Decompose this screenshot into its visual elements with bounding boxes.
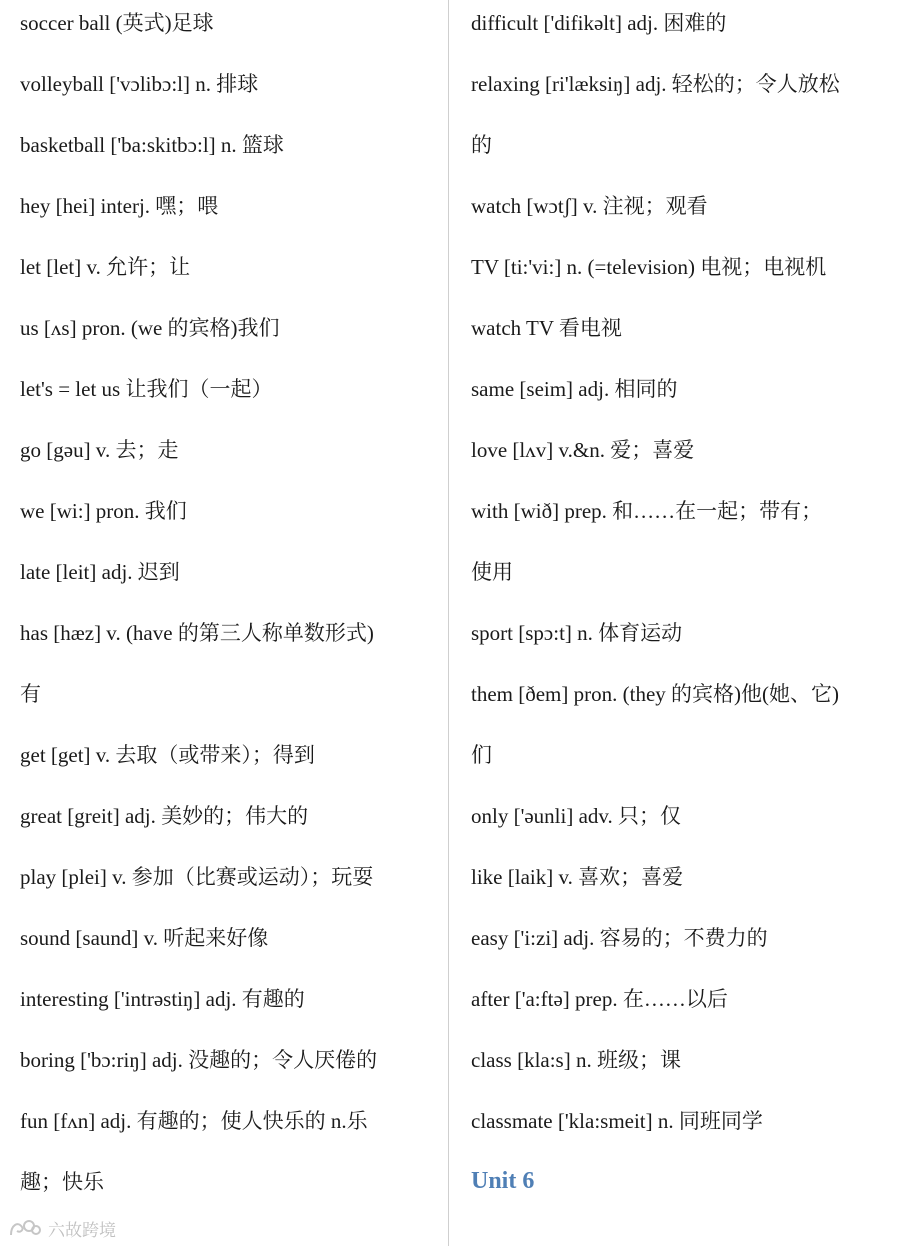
vocab-line: get [get] v. 去取（或带来）；得到 [20, 743, 315, 767]
vocab-line: same [seim] adj. 相同的 [471, 377, 678, 401]
vocab-line: sound [saund] v. 听起来好像 [20, 926, 269, 950]
brand-logo-icon [8, 1217, 42, 1239]
watermark [8, 1216, 116, 1240]
vocab-line: 有 [20, 682, 41, 706]
vocab-line: classmate ['kla:smeit] n. 同班同学 [471, 1109, 763, 1133]
vocab-line: with [wið] prep. 和……在一起；带有； [471, 499, 823, 523]
vocab-line: relaxing [ri'læksiŋ] adj. 轻松的；令人放松 [471, 72, 840, 96]
vocab-line: easy ['i:zi] adj. 容易的；不费力的 [471, 926, 768, 950]
vocab-line: 们 [471, 743, 492, 767]
vocab-line: has [hæz] v. (have 的第三人称单数形式) [20, 621, 374, 645]
vocab-line: boring ['bɔ:riŋ] adj. 没趣的；令人厌倦的 [20, 1048, 378, 1072]
vocab-line: after ['a:ftə] prep. 在……以后 [471, 987, 728, 1011]
vocab-line: class [kla:s] n. 班级；课 [471, 1048, 681, 1072]
vocab-line: great [greit] adj. 美妙的；伟大的 [20, 804, 309, 828]
vocab-line: let's = let us 让我们（一起） [20, 377, 273, 401]
vocab-line: late [leit] adj. 迟到 [20, 560, 180, 584]
vocab-line: hey [hei] interj. 嘿；喂 [20, 194, 219, 218]
vocab-line: watch [wɔtʃ] v. 注视；观看 [471, 194, 708, 218]
vocab-line: them [ðem] pron. (they 的宾格)他(她、它) [471, 682, 840, 706]
vocab-line: volleyball ['vɔlibɔ:l] n. 排球 [20, 72, 259, 96]
vocab-line: only ['əunli] adv. 只；仅 [471, 804, 682, 828]
vocab-line: like [laik] v. 喜欢；喜爱 [471, 865, 684, 889]
vocab-line: us [ʌs] pron. (we 的宾格)我们 [20, 316, 280, 340]
vocab-line: 使用 [471, 560, 513, 584]
vocab-line: basketball ['ba:skitbɔ:l] n. 篮球 [20, 133, 284, 157]
vocab-line: fun [fʌn] adj. 有趣的；使人快乐的 n.乐 [20, 1109, 368, 1133]
vocab-line: soccer ball (英式)足球 [20, 11, 214, 35]
vocab-line: play [plei] v. 参加（比赛或运动）；玩耍 [20, 865, 374, 889]
unit-heading: Unit 6 [471, 1168, 535, 1194]
vocab-line: we [wi:] pron. 我们 [20, 499, 187, 523]
vocab-line: 的 [471, 133, 492, 157]
vocab-line: go [gəu] v. 去；走 [20, 438, 179, 462]
vocab-line: watch TV 看电视 [471, 316, 622, 340]
vocab-line: 趣；快乐 [20, 1170, 104, 1194]
vocab-line: let [let] v. 允许；让 [20, 255, 191, 279]
watermark-text: 六故跨境 [48, 1220, 116, 1241]
vocab-line: interesting ['intrəstiŋ] adj. 有趣的 [20, 987, 305, 1011]
vocab-line: sport [spɔ:t] n. 体育运动 [471, 621, 683, 645]
vocab-line: TV [ti:'vi:] n. (=television) 电视；电视机 [471, 255, 827, 279]
vocab-line: love [lʌv] v.&n. 爱；喜爱 [471, 438, 695, 462]
vocab-line: difficult ['difikəlt] adj. 困难的 [471, 11, 727, 35]
column-divider [448, 0, 449, 1246]
